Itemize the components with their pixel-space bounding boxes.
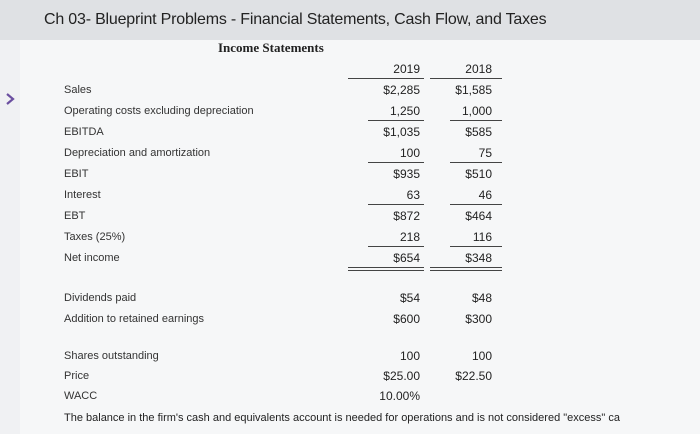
cell-2019: 1,250 bbox=[389, 104, 420, 118]
total-rule-2019 bbox=[348, 267, 424, 268]
sheet-title: Income Statements bbox=[218, 40, 324, 55]
note-text: The balance in the firm's cash and equivalents account is needed for operations and is not considered "excess" ca bbox=[64, 412, 620, 424]
row-label: Dividends paid bbox=[64, 292, 137, 304]
row-label: Net income bbox=[64, 252, 120, 264]
cell-2018: 46 bbox=[478, 188, 492, 202]
page-title: Ch 03- Blueprint Problems - Financial Statements, Cash Flow, and Taxes bbox=[44, 11, 547, 28]
row-label: Operating costs excluding depreciation bbox=[64, 105, 254, 117]
cell-2019: 100 bbox=[399, 349, 420, 363]
total-rule-2018 bbox=[430, 267, 502, 268]
cell-2018: $22.50 bbox=[455, 369, 492, 383]
subtotal-rule-2019 bbox=[368, 246, 424, 247]
cell-2018: $300 bbox=[465, 312, 492, 326]
chevron-right-icon[interactable] bbox=[2, 91, 18, 107]
row-label: Addition to retained earnings bbox=[64, 313, 205, 325]
cell-2018: $585 bbox=[465, 125, 492, 139]
cell-2018: $48 bbox=[471, 291, 492, 305]
cell-2018: 100 bbox=[471, 349, 492, 363]
cell-2018: $1,585 bbox=[455, 83, 492, 97]
cell-2019: 218 bbox=[399, 230, 420, 244]
cell-2019: $935 bbox=[393, 167, 420, 181]
cell-2018: 75 bbox=[478, 146, 492, 160]
cell-2019: $1,035 bbox=[383, 125, 420, 139]
cell-2019: 100 bbox=[399, 146, 420, 160]
cell-2018: 1,000 bbox=[461, 104, 492, 118]
row-label: Interest bbox=[64, 189, 101, 201]
row-label: EBITDA bbox=[64, 126, 104, 138]
cell-2019: $54 bbox=[399, 291, 420, 305]
column-header-2018: 2018 bbox=[465, 62, 492, 76]
total-double-rule-2019 bbox=[348, 270, 424, 271]
header-rule-2019 bbox=[348, 78, 424, 79]
row-label: Price bbox=[64, 370, 90, 382]
row-label: Depreciation and amortization bbox=[64, 147, 211, 159]
subtotal-rule-2018 bbox=[450, 120, 502, 121]
side-panel-toggle[interactable] bbox=[0, 40, 20, 434]
row-label: EBIT bbox=[64, 168, 89, 180]
row-label: Sales bbox=[64, 84, 92, 96]
row-label: Taxes (25%) bbox=[64, 231, 126, 243]
row-label: EBT bbox=[64, 210, 86, 222]
cell-2019: $2,285 bbox=[383, 83, 420, 97]
subtotal-rule-2018 bbox=[450, 162, 502, 163]
cell-2019: $654 bbox=[393, 251, 420, 265]
subtotal-rule-2019 bbox=[368, 120, 424, 121]
cell-2018: $464 bbox=[465, 209, 492, 223]
cell-2018: $510 bbox=[465, 167, 492, 181]
cell-2019: 63 bbox=[406, 188, 420, 202]
cell-2019: $600 bbox=[393, 312, 420, 326]
row-label: WACC bbox=[64, 390, 98, 402]
cell-2019: $872 bbox=[393, 209, 420, 223]
total-double-rule-2018 bbox=[430, 270, 502, 271]
title-bar bbox=[0, 0, 700, 41]
cell-2019: 10.00% bbox=[379, 389, 420, 403]
subtotal-rule-2018 bbox=[450, 246, 502, 247]
cell-2018: 116 bbox=[472, 230, 492, 244]
cell-2018: $348 bbox=[465, 251, 492, 265]
subtotal-rule-2018 bbox=[450, 204, 502, 205]
cell-2019: $25.00 bbox=[383, 369, 420, 383]
header-rule-2018 bbox=[430, 78, 502, 79]
column-header-2019: 2019 bbox=[393, 62, 420, 76]
subtotal-rule-2019 bbox=[368, 204, 424, 205]
row-label: Shares outstanding bbox=[64, 350, 159, 362]
subtotal-rule-2019 bbox=[368, 162, 424, 163]
